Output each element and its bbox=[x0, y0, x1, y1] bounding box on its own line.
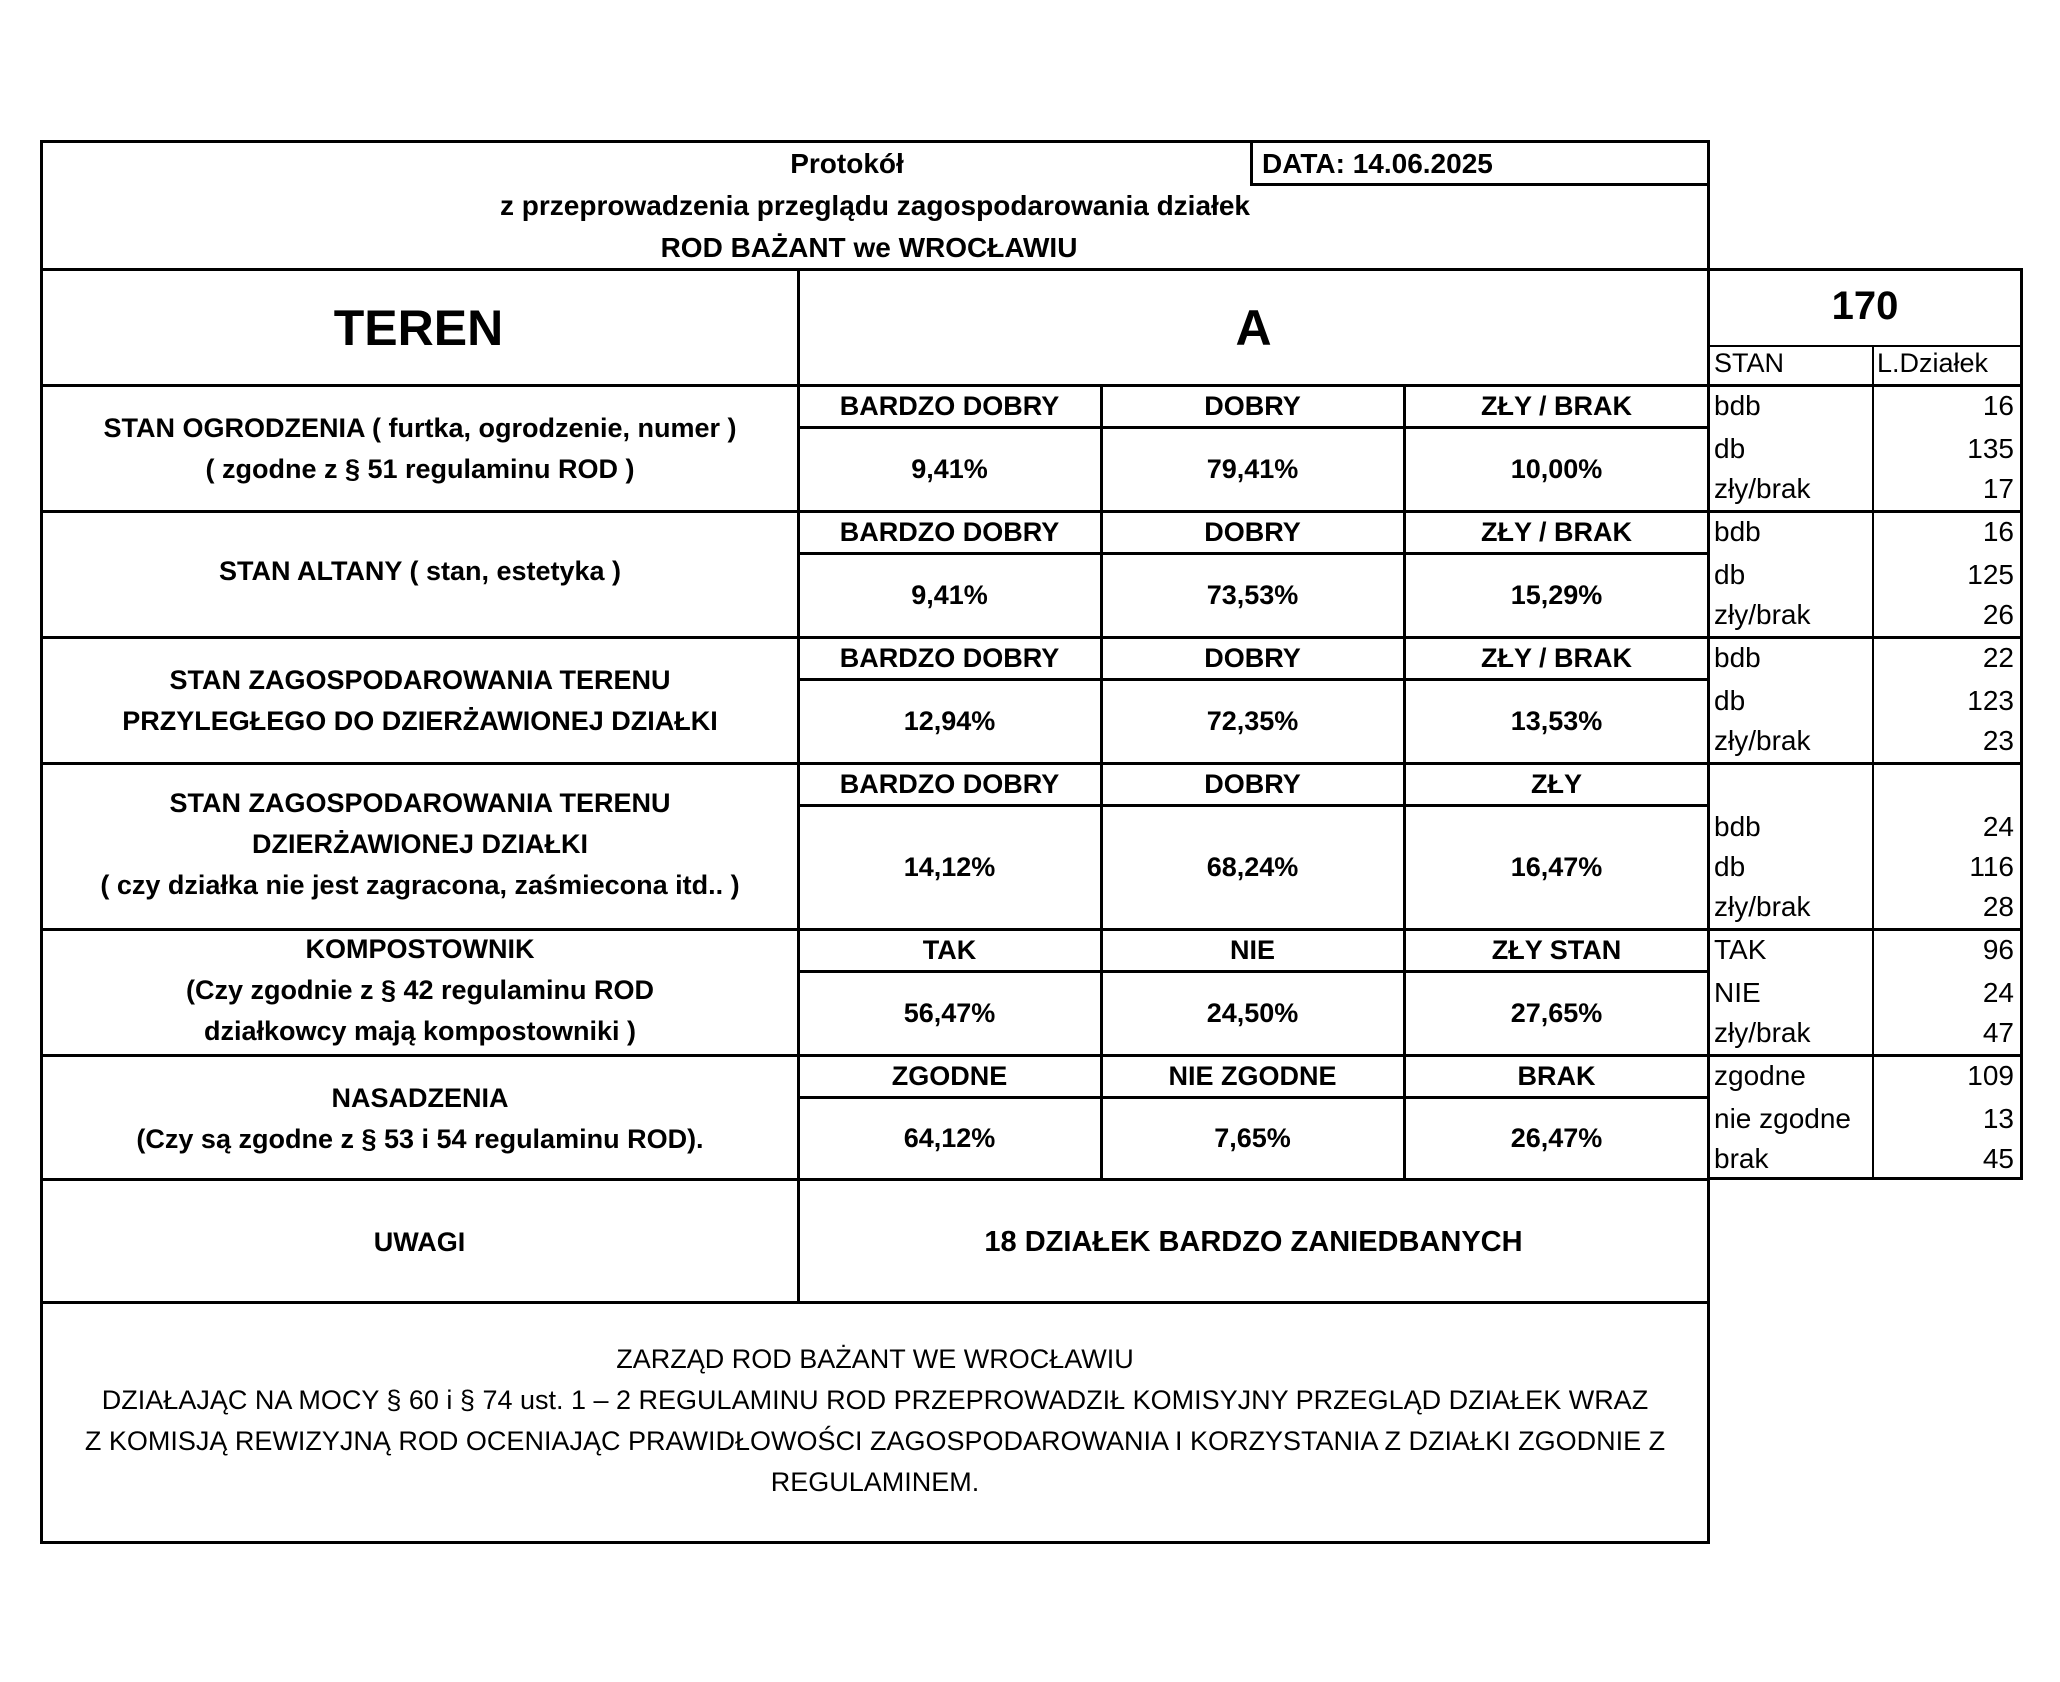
percent-value: 79,41% bbox=[1206, 454, 1299, 484]
col-header: NIE ZGODNE bbox=[1168, 1061, 1337, 1091]
count-key: bdb bbox=[1714, 516, 1761, 547]
col-header: ZŁY / BRAK bbox=[1480, 517, 1632, 547]
percent-value: 68,24% bbox=[1206, 852, 1299, 882]
count-key: bdb bbox=[1714, 390, 1761, 421]
col-header: ZŁY STAN bbox=[1491, 935, 1622, 965]
count-value: 28 bbox=[1982, 891, 2014, 922]
count-value: 135 bbox=[1967, 433, 2014, 464]
percent-value: 10,00% bbox=[1510, 454, 1603, 484]
percent-value: 9,41% bbox=[911, 580, 988, 610]
col-header: DOBRY bbox=[1204, 517, 1301, 547]
count-value: 45 bbox=[1982, 1143, 2014, 1174]
col-header: BARDZO DOBRY bbox=[839, 643, 1060, 673]
row-label-line: STAN OGRODZENIA ( furtka, ogrodzenie, numer ) bbox=[103, 413, 737, 443]
col-header: BRAK bbox=[1517, 1061, 1596, 1091]
count-value: 24 bbox=[1982, 977, 2014, 1008]
col-header: DOBRY bbox=[1204, 391, 1301, 421]
row-label-line: KOMPOSTOWNIK bbox=[305, 934, 535, 964]
count-key: db bbox=[1714, 433, 1746, 464]
percent-value: 9,41% bbox=[911, 454, 988, 484]
percent-value: 14,12% bbox=[903, 852, 996, 882]
row-label-line: (Czy są zgodne z § 53 i 54 regulaminu ROD). bbox=[136, 1124, 704, 1154]
percent-value: 15,29% bbox=[1510, 580, 1603, 610]
teren-label: TEREN bbox=[333, 299, 504, 356]
row-label-line: ( zgodne z § 51 regulaminu ROD ) bbox=[205, 454, 635, 484]
col-header: DOBRY bbox=[1204, 769, 1301, 799]
count-key: db bbox=[1714, 559, 1746, 590]
count-value: 16 bbox=[1982, 516, 2014, 547]
count-value: 22 bbox=[1982, 642, 2014, 673]
col-header: TAK bbox=[922, 935, 977, 965]
count-value: 109 bbox=[1967, 1060, 2014, 1091]
row-label-line: DZIERŻAWIONEJ DZIAŁKI bbox=[252, 829, 588, 859]
row-label-line: (Czy zgodnie z § 42 regulaminu ROD bbox=[185, 975, 655, 1005]
footer-line: ZARZĄD ROD BAŻANT WE WROCŁAWIU bbox=[616, 1344, 1134, 1374]
percent-value: 64,12% bbox=[903, 1123, 996, 1153]
uwagi-text: 18 DZIAŁEK BARDZO ZANIEDBANYCH bbox=[984, 1225, 1523, 1258]
count-value: 26 bbox=[1982, 599, 2014, 630]
percent-value: 12,94% bbox=[903, 706, 996, 736]
count-value: 47 bbox=[1982, 1017, 2014, 1048]
row-label-line: PRZYLEGŁEGO DO DZIERŻAWIONEJ DZIAŁKI bbox=[122, 706, 718, 736]
count-key: zły/brak bbox=[1714, 725, 1811, 756]
count-value: 16 bbox=[1982, 390, 2014, 421]
count-value: 123 bbox=[1967, 685, 2014, 716]
footer-line: Z KOMISJĄ REWIZYJNĄ ROD OCENIAJĄC PRAWIDŁOWOŚCI ZAGOSPODAROWANIA I KORZYSTANIA Z DZIAŁKI ZGODNIE Z bbox=[84, 1426, 1666, 1456]
percent-value: 13,53% bbox=[1510, 706, 1603, 736]
col-header: ZŁY bbox=[1531, 769, 1582, 799]
count-key: zły/brak bbox=[1714, 1017, 1811, 1048]
row-label-line: działkowcy mają kompostowniki ) bbox=[203, 1016, 637, 1046]
count-key: zgodne bbox=[1714, 1060, 1806, 1091]
percent-value: 26,47% bbox=[1510, 1123, 1603, 1153]
percent-value: 27,65% bbox=[1510, 998, 1603, 1028]
row-label-line: STAN ALTANY ( stan, estetyka ) bbox=[218, 556, 622, 586]
count-key: bdb bbox=[1714, 811, 1761, 842]
count-key: brak bbox=[1714, 1143, 1769, 1174]
percent-value: 56,47% bbox=[903, 998, 996, 1028]
footer-line: REGULAMINEM. bbox=[770, 1467, 980, 1497]
total-count: 170 bbox=[1831, 284, 1899, 328]
col-header: BARDZO DOBRY bbox=[839, 769, 1060, 799]
percent-value: 72,35% bbox=[1206, 706, 1299, 736]
percent-value: 24,50% bbox=[1206, 998, 1299, 1028]
count-key: bdb bbox=[1714, 642, 1761, 673]
col-header: ZGODNE bbox=[891, 1061, 1008, 1091]
count-value: 125 bbox=[1967, 559, 2014, 590]
count-key: zły/brak bbox=[1714, 473, 1811, 504]
percent-value: 7,65% bbox=[1214, 1123, 1291, 1153]
count-key: zły/brak bbox=[1714, 599, 1811, 630]
row-label-line: STAN ZAGOSPODAROWANIA TERENU bbox=[169, 665, 671, 695]
col-header: BARDZO DOBRY bbox=[839, 391, 1060, 421]
col-header: ZŁY / BRAK bbox=[1480, 643, 1632, 673]
footer-line: DZIAŁAJĄC NA MOCY § 60 i § 74 ust. 1 – 2 REGULAMINU ROD PRZEPROWADZIŁ KOMISYJNY PRZEGLĄD DZIAŁEK WRAZ bbox=[101, 1385, 1649, 1415]
percent-value: 73,53% bbox=[1206, 580, 1299, 610]
count-value: 17 bbox=[1982, 473, 2014, 504]
title-line1: Protokół bbox=[790, 148, 904, 179]
count-key: NIE bbox=[1714, 977, 1761, 1008]
count-key: db bbox=[1714, 851, 1746, 882]
count-value: 23 bbox=[1982, 725, 2014, 756]
uwagi-label: UWAGI bbox=[373, 1226, 466, 1257]
count-header: L.Działek bbox=[1877, 348, 1989, 378]
title-line3: ROD BAŻANT we WROCŁAWIU bbox=[660, 232, 1078, 263]
count-value: 96 bbox=[1982, 934, 2014, 965]
row-label-line: NASADZENIA bbox=[331, 1083, 509, 1113]
col-header: ZŁY / BRAK bbox=[1480, 391, 1632, 421]
teren-value: A bbox=[1235, 299, 1272, 356]
count-value: 13 bbox=[1982, 1103, 2014, 1134]
count-key: zły/brak bbox=[1714, 891, 1811, 922]
row-label-line: STAN ZAGOSPODAROWANIA TERENU bbox=[169, 788, 671, 818]
row-label-line: ( czy działka nie jest zagracona, zaśmiecona itd.. ) bbox=[100, 870, 740, 900]
col-header: NIE bbox=[1229, 935, 1275, 965]
percent-value: 16,47% bbox=[1510, 852, 1603, 882]
count-key: TAK bbox=[1714, 934, 1767, 965]
date-label: DATA: 14.06.2025 bbox=[1262, 148, 1493, 179]
stan-header: STAN bbox=[1714, 348, 1785, 378]
count-value: 116 bbox=[1969, 851, 2014, 882]
count-value: 24 bbox=[1982, 811, 2014, 842]
col-header: BARDZO DOBRY bbox=[839, 517, 1060, 547]
count-key: db bbox=[1714, 685, 1746, 716]
count-key: nie zgodne bbox=[1714, 1103, 1852, 1134]
title-line2: z przeprowadzenia przeglądu zagospodarowania działek bbox=[500, 190, 1250, 221]
col-header: DOBRY bbox=[1204, 643, 1301, 673]
